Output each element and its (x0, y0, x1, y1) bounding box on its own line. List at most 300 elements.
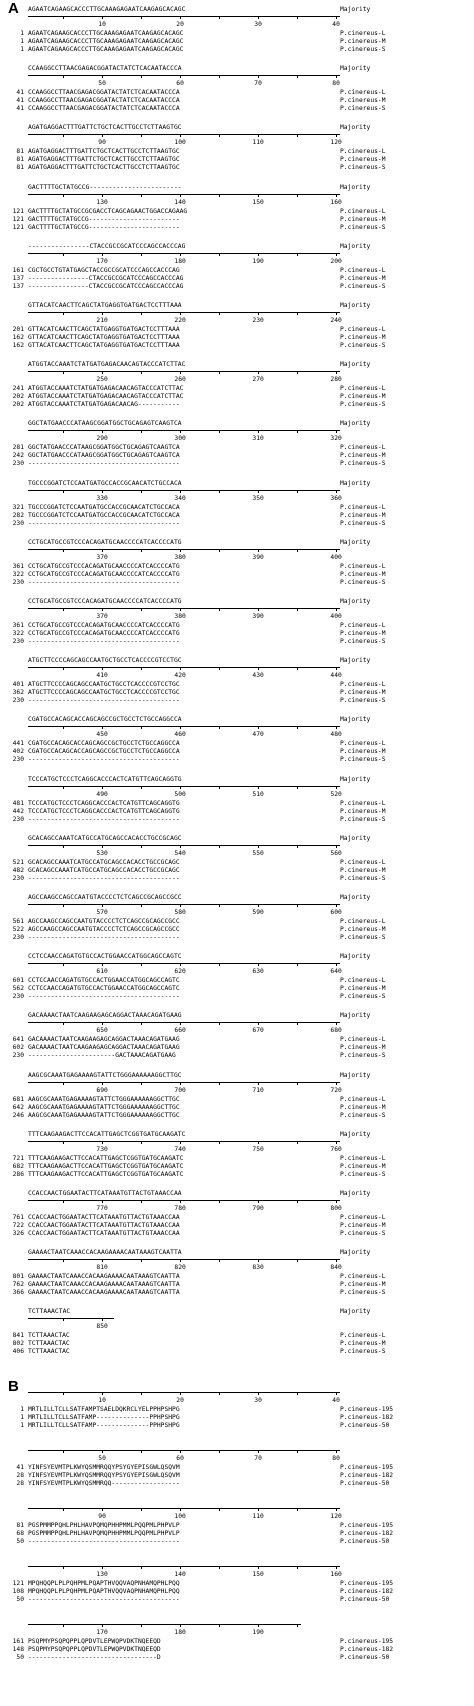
ruler-tick-label: 780 (174, 1205, 186, 1212)
row-sequence-name: P.cinereus-L (340, 1036, 386, 1044)
ruler-tick (102, 964, 103, 966)
ruler-tick (102, 491, 103, 493)
row-sequence: PSQPMYPSQPQPPLQPDVTLEPWQPVDKTNQEEQD (28, 1638, 161, 1645)
row-sequence: ATGGTACCAAATCTATGATGAGACAACAG----------- (28, 401, 180, 409)
consensus-tag: Majority (340, 598, 371, 605)
ruler-tick (336, 1201, 337, 1203)
row-sequence: TTTCAAGAAGACTTCCACATTGAGCTCGGTGATGCAAGATC (28, 1162, 184, 1170)
consensus-tag: Majority (340, 302, 371, 309)
ruler-tick-label: 180 (174, 257, 186, 265)
sequence-row (0, 1273, 474, 1281)
row-sequence-name: P.cinereus-M (340, 215, 386, 223)
ruler-tick (219, 668, 220, 670)
ruler-tick (141, 372, 142, 374)
row-start-number: 50 (16, 1654, 24, 1661)
ruler-tick (141, 846, 142, 848)
ruler-tick (141, 17, 142, 19)
row-sequence-name: P.cinereus-M (340, 334, 386, 341)
ruler-tick (180, 135, 181, 137)
consensus-tag: Majority (340, 716, 371, 724)
sequence-row (0, 1289, 474, 1297)
ruler-tick (180, 727, 181, 729)
row-sequence-name: P.cinereus-L (340, 1332, 386, 1340)
ruler-tick (63, 727, 64, 729)
sequence-row (0, 1104, 474, 1112)
row-start-number: 230 (12, 993, 24, 1001)
ruler-tick (102, 372, 103, 374)
ruler-tick (258, 1625, 259, 1627)
sequence-row (0, 1044, 474, 1052)
ruler-tick (297, 846, 298, 848)
ruler-tick-label: 330 (96, 494, 108, 502)
row-sequence-name: P.cinereus-182 (340, 1588, 394, 1595)
row-start-number: 201 (12, 326, 24, 333)
sequence-row (0, 808, 474, 816)
ruler-tick (297, 1567, 298, 1569)
row-sequence-name: P.cinereus-L (340, 503, 386, 511)
ruler-tick-label: 100 (174, 1513, 186, 1520)
consensus-sequence: TTTCAAGAAGACTTCCACATTGAGCTCGGTGATGCAAGATC (28, 1130, 186, 1138)
row-start-number: 121 (12, 215, 24, 223)
ruler-tick-label: 70 (254, 80, 262, 88)
sequence-row (0, 985, 474, 993)
ruler-tick (180, 1260, 181, 1262)
sequence-row (0, 756, 474, 764)
ruler-tick (180, 905, 181, 907)
ruler-tick-label: 630 (252, 968, 264, 976)
ruler-tick (180, 609, 181, 611)
row-start-number: 602 (12, 1044, 24, 1052)
row-sequence-name: P.cinereus-M (340, 1044, 386, 1052)
row-start-number: 481 (12, 799, 24, 807)
row-sequence-name: P.cinereus-M (340, 630, 386, 637)
position-ruler (28, 904, 340, 917)
ruler-tick (258, 668, 259, 670)
ruler-tick (102, 727, 103, 729)
ruler-tick (219, 1625, 220, 1627)
row-sequence: ---------------------------------------- (28, 1596, 180, 1603)
ruler-tick (102, 1260, 103, 1262)
row-sequence-name: P.cinereus-S (340, 578, 386, 586)
ruler-tick (219, 17, 220, 19)
ruler-tick-label: 390 (252, 553, 264, 561)
row-start-number: 121 (12, 1580, 24, 1587)
ruler-tick (297, 195, 298, 197)
ruler-tick (336, 313, 337, 315)
ruler-tick (63, 254, 64, 256)
ruler-tick-label: 50 (98, 1455, 106, 1462)
ruler-tick-label: 140 (174, 198, 186, 206)
ruler-tick (258, 1567, 259, 1569)
row-sequence: ---------------------------------------- (28, 815, 180, 823)
row-start-number: 81 (16, 1522, 24, 1529)
row-start-number: 81 (16, 148, 24, 156)
ruler-tick (63, 195, 64, 197)
ruler-tick (258, 550, 259, 552)
ruler-tick-label: 740 (174, 1145, 186, 1153)
row-sequence-name: P.cinereus-M (340, 866, 386, 874)
consensus-tag: Majority (340, 1308, 371, 1316)
row-sequence: GAAAACTAATCAAACCACAAGAAAACAATAAAGTCAATTA (28, 1273, 180, 1281)
ruler-tick-label: 210 (96, 317, 108, 324)
position-ruler (28, 1200, 340, 1213)
ruler-tick (63, 846, 64, 848)
row-start-number: 81 (16, 164, 24, 172)
row-sequence-name: P.cinereus-S (340, 46, 386, 53)
ruler-tick (297, 1083, 298, 1085)
row-sequence: CCACCAACTGGAATACTTCATAAATGTTACTGTAAACCAA (28, 1230, 180, 1237)
row-start-number: 230 (12, 756, 24, 764)
row-sequence: ATGGTACCAAATCTATGATGAGACAACAGTACCCATCTTAC (28, 393, 184, 401)
position-ruler (28, 312, 340, 325)
row-sequence-name: P.cinereus-M (340, 274, 386, 282)
ruler-tick (102, 76, 103, 78)
ruler-tick (180, 372, 181, 374)
consensus-tag: Majority (340, 1249, 371, 1257)
ruler-tick (336, 905, 337, 907)
ruler-tick (141, 1201, 142, 1203)
ruler-tick (219, 1142, 220, 1144)
ruler-tick-label: 20 (176, 21, 184, 28)
ruler-tick-label: 810 (96, 1264, 108, 1272)
sequence-row (0, 800, 474, 808)
consensus-sequence: TCTTAAACTAC (28, 1308, 71, 1316)
ruler-tick (141, 787, 142, 789)
sequence-row (0, 326, 474, 334)
ruler-tick-label: 150 (252, 198, 264, 206)
row-start-number: 682 (12, 1162, 24, 1170)
ruler-tick (258, 372, 259, 374)
row-sequence: GACTTTTGCTATGCCG------------------------ (28, 215, 180, 223)
sequence-row (0, 1638, 474, 1646)
row-sequence: GCACAGCCAAATCATGCCATGCAGCCACACCTGCCGCAGC (28, 866, 180, 874)
row-sequence: GAAAACTAATCAAACCACAAGAAAACAATAAAGTCAATTA (28, 1281, 180, 1289)
ruler-tick-label: 850 (96, 1323, 108, 1331)
consensus-sequence: ATGCTTCCCCAGCAGCCAATGCTGCCTCACCCCGTCCTGC (28, 657, 182, 665)
ruler-tick (180, 1509, 181, 1511)
sequence-row (0, 1646, 474, 1654)
ruler-tick (102, 668, 103, 670)
ruler-tick-label: 140 (174, 1571, 186, 1578)
ruler-tick-label: 710 (252, 1086, 264, 1094)
row-start-number: 28 (16, 1480, 24, 1487)
sequence-row (0, 622, 474, 630)
row-sequence: CCTGCATGCCGTCCCACAGATGCAACCCCATCACCCCATG (28, 622, 180, 629)
ruler-tick (63, 491, 64, 493)
row-sequence: TCCCATGCTCCCTCAGGCACCCACTCATGTTCAGCAGGTG (28, 807, 180, 815)
row-start-number: 1 (20, 38, 24, 45)
row-start-number: 281 (12, 444, 24, 452)
row-start-number: 28 (16, 1472, 24, 1479)
ruler-tick-label: 260 (174, 376, 186, 384)
ruler-tick (258, 787, 259, 789)
row-sequence: TGCCCGGATCTCCAATGATGCCACCGCAACATCTGCCACA (28, 511, 180, 519)
sequence-row (0, 216, 474, 224)
row-sequence-name: P.cinereus-M (340, 748, 386, 756)
ruler-tick-label: 660 (174, 1027, 186, 1035)
row-sequence-name: P.cinereus-182 (340, 1530, 394, 1537)
row-sequence: ---------------------------------------- (28, 993, 180, 1001)
consensus-tag: Majority (340, 183, 371, 191)
row-sequence-name: P.cinereus-L (340, 1273, 386, 1281)
ruler-tick (336, 431, 337, 433)
row-start-number: 202 (12, 401, 24, 409)
consensus-sequence: GAAAACTAATCAAACCACAAGAAAACAATAAAGTCAATTA (28, 1249, 182, 1257)
ruler-tick (63, 1393, 64, 1395)
row-sequence: CGATGCCACAGCACCAGCAGCCGCTGCCTCTGCCAGGCCA (28, 748, 180, 756)
ruler-tick (219, 372, 220, 374)
consensus-tag: Majority (340, 775, 371, 783)
ruler-tick (63, 787, 64, 789)
ruler-tick (297, 372, 298, 374)
ruler-tick (297, 1201, 298, 1203)
row-sequence: CCAAGGCCTTAACGAGACGGATACTATCTCACAATACCCA (28, 105, 180, 113)
ruler-tick-label: 120 (330, 1513, 342, 1520)
position-ruler (28, 608, 340, 621)
ruler-tick (219, 135, 220, 137)
position-ruler (28, 1624, 301, 1637)
ruler-tick (336, 609, 337, 611)
row-sequence-name: P.cinereus-50 (340, 1422, 390, 1429)
ruler-tick (102, 17, 103, 19)
row-sequence-name: P.cinereus-M (340, 689, 386, 697)
sequence-row (0, 1406, 474, 1414)
consensus-tag: Majority (340, 242, 371, 250)
ruler-tick (336, 787, 337, 789)
row-sequence-name: P.cinereus-195 (340, 1406, 394, 1413)
consensus-sequence: GGCTATGAACCCATAAGCGGATGGCTGCAGAGTCAAGTCA (28, 420, 182, 428)
row-sequence-name: P.cinereus-50 (340, 1538, 390, 1545)
row-start-number: 722 (12, 1222, 24, 1229)
sequence-row (0, 520, 474, 528)
ruler-tick-label: 700 (174, 1086, 186, 1094)
ruler-tick-label: 70 (254, 1455, 262, 1462)
ruler-tick (336, 76, 337, 78)
ruler-tick (141, 1567, 142, 1569)
row-start-number: 161 (12, 1638, 24, 1645)
sequence-row (0, 579, 474, 587)
ruler-tick (258, 76, 259, 78)
consensus-tag: Majority (340, 834, 371, 842)
ruler-tick (141, 1393, 142, 1395)
ruler-tick (219, 550, 220, 552)
consensus-tag: Majority (340, 65, 371, 73)
sequence-row (0, 681, 474, 689)
consensus-sequence: ATGGTACCAAATCTATGATGAGACAACAGTACCCATCTTAC (28, 361, 186, 369)
ruler-tick (258, 846, 259, 848)
ruler-tick (63, 1201, 64, 1203)
ruler-tick-label: 110 (252, 1513, 264, 1520)
consensus-tag: Majority (340, 657, 371, 665)
consensus-sequence: GTTACATCAACTTCAGCTATGAGGTGATGACTCCTTTAAA (28, 302, 182, 309)
ruler-tick (63, 313, 64, 315)
ruler-tick (258, 254, 259, 256)
row-sequence-name: P.cinereus-L (340, 207, 386, 215)
position-ruler (28, 1450, 340, 1463)
row-sequence: CGCTGCCTGTATGAGCTACCGCCGCATCCCAGCCACCCAG (28, 266, 180, 274)
ruler-tick (258, 1201, 259, 1203)
row-sequence: AGATGAGGACTTTGATTCTGCTCACTTGCCTCTTAAGTGC (28, 148, 180, 156)
ruler-tick (258, 431, 259, 433)
row-start-number: 1 (20, 1414, 24, 1421)
row-start-number: 561 (12, 918, 24, 925)
ruler-tick (297, 550, 298, 552)
row-sequence: ---------------------------------------- (28, 519, 180, 527)
ruler-tick-label: 690 (96, 1086, 108, 1094)
row-start-number: 50 (16, 1538, 24, 1545)
row-sequence: PGSPMMPPQHLPHLHAVPQMQPHHPMMLPQQPMLPHPVLP (28, 1530, 180, 1537)
row-sequence-name: P.cinereus-M (340, 1162, 386, 1170)
row-sequence-name: P.cinereus-M (340, 926, 386, 933)
position-ruler (28, 1022, 340, 1035)
ruler-tick (102, 1083, 103, 1085)
ruler-tick (258, 1260, 259, 1262)
sequence-row (0, 97, 474, 105)
ruler-tick (180, 787, 181, 789)
row-start-number: 81 (16, 156, 24, 164)
ruler-tick (219, 1393, 220, 1395)
ruler-tick-label: 460 (174, 731, 186, 739)
consensus-tag: Majority (340, 1190, 371, 1197)
position-ruler (28, 1508, 340, 1521)
ruler-tick-label: 170 (96, 257, 108, 265)
ruler-tick (297, 787, 298, 789)
sequence-row (0, 393, 474, 401)
ruler-tick (102, 254, 103, 256)
row-start-number: 601 (12, 977, 24, 985)
row-start-number: 361 (12, 562, 24, 570)
sequence-row (0, 504, 474, 512)
sequence-row (0, 1222, 474, 1230)
sequence-row (0, 30, 474, 38)
row-sequence-name: P.cinereus-M (340, 97, 386, 105)
ruler-tick (336, 1567, 337, 1569)
ruler-tick (219, 1260, 220, 1262)
ruler-tick (141, 254, 142, 256)
row-start-number: 41 (16, 89, 24, 97)
sequence-row (0, 563, 474, 571)
row-start-number: 108 (12, 1588, 24, 1595)
consensus-sequence: CCTCCAACCAGATGTGCCACTGGAACCATGGCAGCCAGTC (28, 953, 182, 961)
ruler-tick (297, 668, 298, 670)
ruler-tick (336, 1142, 337, 1144)
row-sequence-name: P.cinereus-L (340, 740, 386, 748)
ruler-tick (258, 609, 259, 611)
sequence-row (0, 38, 474, 46)
row-start-number: 762 (12, 1281, 24, 1289)
row-sequence-name: P.cinereus-182 (340, 1472, 394, 1479)
row-sequence: GGCTATGAACCCATAAGCGGATGGCTGCAGAGTCAAGTCA (28, 452, 180, 460)
row-sequence-name: P.cinereus-S (340, 874, 386, 882)
ruler-tick-label: 730 (96, 1145, 108, 1153)
ruler-tick (180, 195, 181, 197)
ruler-tick-label: 600 (330, 909, 342, 916)
row-start-number: 161 (12, 266, 24, 274)
position-ruler (28, 253, 340, 266)
row-sequence: MPQHQQPLPLPQHPMLPQAPTHVQQVAQPNHAMQPHLPQQ (28, 1588, 180, 1595)
sequence-row (0, 1230, 474, 1238)
ruler-tick (336, 1023, 337, 1025)
row-sequence-name: P.cinereus-S (340, 1170, 386, 1178)
sequence-row (0, 816, 474, 824)
sequence-row (0, 1654, 474, 1662)
ruler-tick (297, 727, 298, 729)
row-sequence: TCTTAAACTAC (28, 1332, 70, 1340)
sequence-row (0, 1422, 474, 1430)
sequence-row (0, 512, 474, 520)
ruler-tick (297, 1393, 298, 1395)
sequence-row (0, 1171, 474, 1179)
row-sequence-name: P.cinereus-50 (340, 1654, 390, 1661)
sequence-row (0, 1340, 474, 1348)
consensus-tag: Majority (340, 894, 371, 901)
ruler-tick-label: 510 (252, 790, 264, 798)
sequence-row (0, 1036, 474, 1044)
ruler-tick (258, 964, 259, 966)
ruler-tick-label: 420 (174, 672, 186, 680)
ruler-tick (141, 1625, 142, 1627)
row-sequence: AGCCAAGCCAGCCAATGTACCCCTCTCAGCCGCAGCCGCC (28, 918, 180, 925)
row-start-number: 521 (12, 858, 24, 866)
row-sequence-name: P.cinereus-50 (340, 1480, 390, 1487)
ruler-tick-label: 380 (174, 553, 186, 561)
row-start-number: 241 (12, 385, 24, 393)
row-start-number: 230 (12, 460, 24, 468)
consensus-sequence: ----------------CTACCGCCGCATCCCAGCCACCCAG (28, 242, 186, 250)
ruler-tick (141, 195, 142, 197)
row-sequence: MPQHQQPLPLPQHPMLPQAPTHVQQVAQPNHAMQPHLPQQ (28, 1580, 180, 1587)
ruler-tick (219, 846, 220, 848)
ruler-tick (219, 491, 220, 493)
sequence-row (0, 1214, 474, 1222)
ruler-tick-label: 40 (332, 21, 340, 28)
row-sequence-name: P.cinereus-M (340, 807, 386, 815)
row-sequence: ---------------------------------------- (28, 638, 180, 645)
consensus-sequence: AAGCGCAAATGAGAAAAGTATTCTGGGAAAAAAGGCTTGC (28, 1071, 182, 1079)
row-sequence-name: P.cinereus-182 (340, 1414, 394, 1421)
ruler-tick-label: 300 (174, 435, 186, 443)
row-sequence-name: P.cinereus-L (340, 622, 386, 629)
row-sequence-name: P.cinereus-M (340, 156, 386, 164)
position-ruler (28, 549, 340, 562)
ruler-tick-label: 190 (252, 1629, 264, 1636)
ruler-tick (141, 550, 142, 552)
row-sequence: GAAAACTAATCAAACCACAAGAAAACAATAAAGTCAATTA (28, 1289, 180, 1297)
ruler-tick-label: 190 (252, 257, 264, 265)
row-sequence-name: P.cinereus-L (340, 266, 386, 274)
ruler-tick (180, 1451, 181, 1453)
row-start-number: 366 (12, 1289, 24, 1297)
ruler-tick-label: 720 (330, 1086, 342, 1094)
ruler-tick-label: 120 (330, 139, 342, 147)
sequence-row (0, 1414, 474, 1422)
ruler-tick (219, 964, 220, 966)
row-sequence-name: P.cinereus-S (340, 993, 386, 1001)
ruler-tick (297, 1451, 298, 1453)
position-ruler (28, 1141, 340, 1154)
row-start-number: 641 (12, 1036, 24, 1044)
row-sequence: ---------------------------------------- (28, 874, 180, 882)
row-sequence-name: P.cinereus-L (340, 1154, 386, 1162)
sequence-row (0, 460, 474, 468)
sequence-row (0, 224, 474, 232)
ruler-tick (258, 135, 259, 137)
row-sequence: CCTCCAACCAGATGTGCCACTGGAACCATGGCAGCCAGTC (28, 985, 180, 993)
ruler-tick (336, 550, 337, 552)
ruler-tick (297, 609, 298, 611)
row-sequence: ---------------------------------------- (28, 697, 180, 705)
row-sequence: ---------------------------------------- (28, 460, 180, 468)
